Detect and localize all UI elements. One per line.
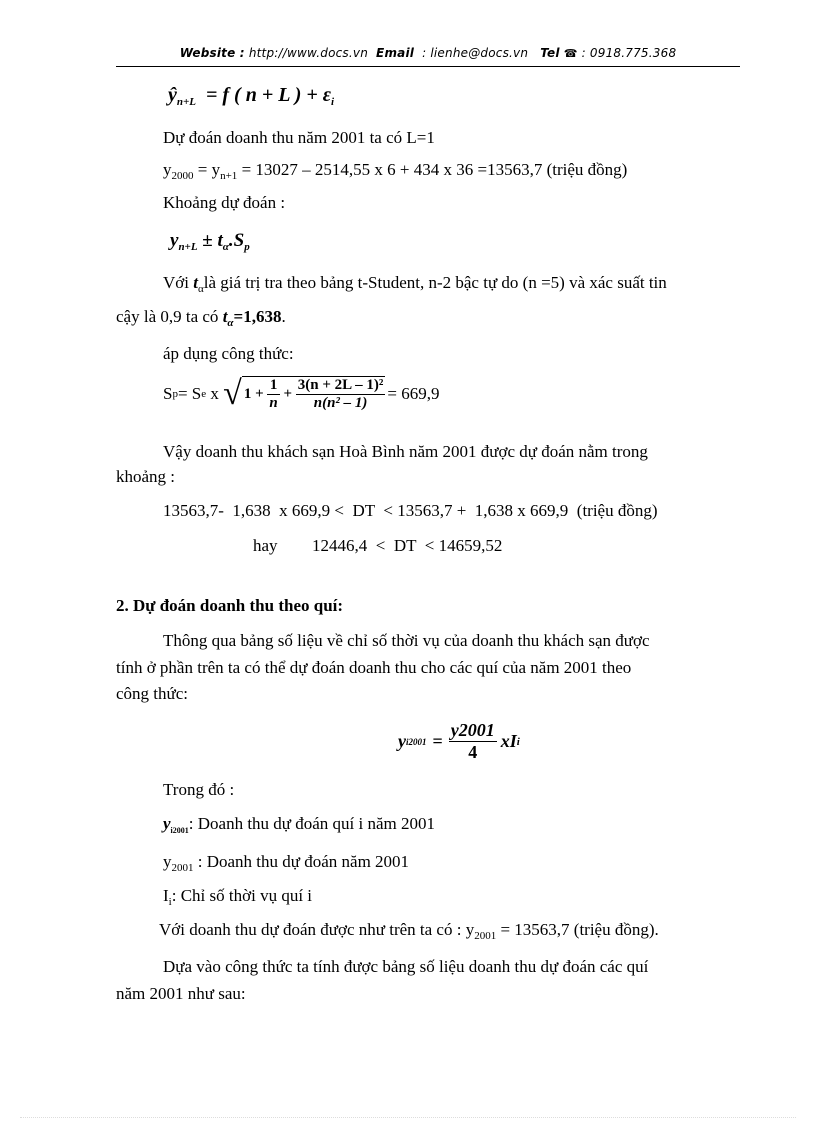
symbol: I [163,886,169,905]
paragraph: tính ở phần trên ta có thể dự đoán doanh thu cho các quí của năm 2001 theo [116,658,632,677]
website-url[interactable]: http://www.docs.vn [248,46,369,60]
sqrt-body [242,376,386,412]
section-heading: 2. Dự đoán doanh thu theo quí: [116,596,344,615]
header-rule [116,66,740,67]
formula-y-hat: ŷ [168,84,177,106]
symbol: y [163,814,171,833]
t-value: =1,638 [233,307,282,326]
fraction-numerator: 1 [267,377,279,395]
paragraph: khoảng : [116,467,176,486]
text-span: = 13027 – 2514,55 x 6 + 434 x 36 =13563,7 (triệu đồng) [237,160,628,179]
text-sub: 2001 [171,862,194,874]
text-sub: 2000 [171,170,194,182]
t-symbol: t [193,273,198,292]
paragraph [116,305,286,335]
fraction-numerator: y2001 [450,720,495,740]
text-sub: n+1 [220,170,238,182]
formula-span: y [398,731,406,751]
formula-sub: i [330,96,335,108]
text-span: là giá trị tra theo bảng t-Student, n-2 bậc tự do (n =5) và xác suất tin [203,273,667,292]
text-span: y [163,160,172,179]
text-span: Với doanh thu dự đoán được như trên ta có : y [159,920,475,939]
formula-rhs: = f ( n + L ) + ε [206,84,331,106]
text-span: x [206,384,224,403]
fraction [296,377,386,412]
forecast-formula [168,84,334,108]
formula-span: = [432,731,443,751]
fraction [267,377,279,412]
text-span: . [281,307,286,326]
paragraph: Vậy doanh thu khách sạn Hoà Bình năm 2001 được dự đoán nằm trong [163,442,648,461]
text-sub: i2001 [170,826,189,835]
formula-sub: i [516,735,520,748]
text-line [159,918,659,948]
formula-sub: n+L [176,96,196,108]
text-span: cậy là 0,9 ta có [116,307,223,326]
formula-sub: p [244,241,250,253]
text-span: = 669,9 [387,384,440,403]
text-sub: e [201,388,207,400]
website-label: Website : [179,46,245,60]
paragraph: công thức: [116,684,189,703]
text-span: : Chỉ số thời vụ quí i [171,886,313,905]
paragraph: Dựa vào công thức ta tính được bảng số liệu doanh thu dự đoán các quí [163,957,649,976]
definition-line [163,850,409,880]
formula-sub: α [222,241,229,253]
tel-value: : 0918.775.368 [581,46,677,60]
text-span: = 13563,7 (triệu đồng). [496,920,659,939]
text-line: Dự đoán doanh thu năm 2001 ta có L=1 [163,128,435,147]
text-span: = y [193,160,221,179]
fraction-denominator: n(n² – 1) [313,395,368,411]
text-sub: 2001 [474,930,497,942]
paragraph [163,271,740,301]
sqrt-sign: √ [223,375,242,412]
text-span: hay [253,536,278,555]
fraction-denominator: 4 [468,742,478,762]
text-span: : Doanh thu dự đoán quí i năm 2001 [188,814,436,833]
text-span: : Doanh thu dự đoán năm 2001 [193,852,410,871]
t-symbol: t [222,307,228,326]
text-span: + [283,385,293,402]
tel-label: Tel [540,46,560,60]
formula-span: y [170,230,179,251]
fraction-denominator: n [269,395,278,411]
text-span: Với [163,273,194,292]
paragraph: Thông qua bảng số liệu về chỉ số thời vụ của doanh thu khách sạn được [163,631,650,650]
text-line: áp dụng công thức: [163,344,294,363]
formula-span: .S [228,230,245,251]
range-line: 13563,7- 1,638 x 669,9 < DT < 13563,7 + 1,638 x 669,9 (triệu đồng) [163,501,658,520]
page-header [116,46,740,60]
range-line [253,534,502,558]
formula-span: xI [500,731,517,751]
text-sub: α [227,317,234,329]
text-span: = S [177,384,202,403]
symbol: y [163,852,172,871]
footer-rule [20,1117,796,1118]
sp-formula [163,376,439,412]
text-sub: p [172,388,178,400]
text-span: S [163,384,173,403]
definition-line [163,884,312,914]
fraction [449,720,497,763]
quarter-formula [398,720,520,763]
text-sub: α [197,283,204,295]
email-value[interactable]: : lienhe@docs.vn [422,46,529,60]
text-span: 1 + [243,385,264,402]
formula-sub: i2001 [406,736,427,747]
text-sub: i [168,896,172,908]
phone-icon: ☎ [563,47,578,60]
text-line: Trong đó : [163,780,235,799]
formula-span: ± t [197,230,223,251]
text-line: Khoảng dự đoán : [163,193,286,212]
fraction-numerator: 3(n + 2L – 1)² [297,377,384,393]
paragraph: năm 2001 như sau: [116,984,246,1003]
email-label: Email [376,46,415,60]
interval-formula [170,230,250,253]
definition-line [163,812,435,843]
text-line [163,158,627,188]
formula-sub: n+L [178,241,198,253]
text-span: 12446,4 < DT < 14659,52 [312,536,503,555]
